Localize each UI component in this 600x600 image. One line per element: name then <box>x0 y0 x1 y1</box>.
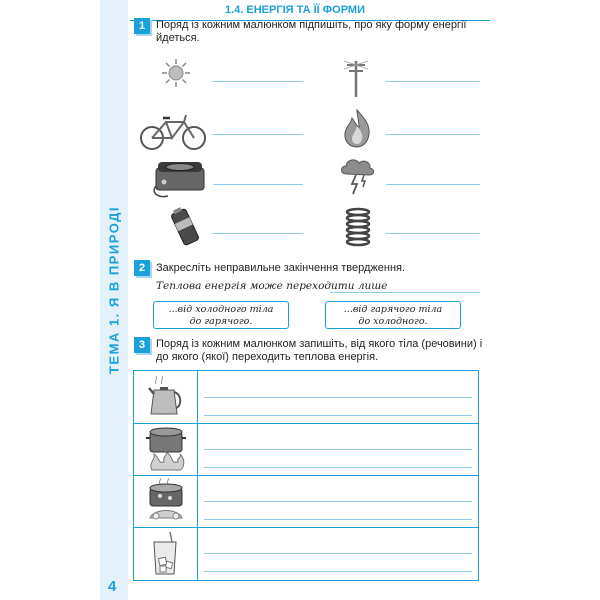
page-number: 4 <box>108 578 117 595</box>
bicycle-icon <box>138 112 208 152</box>
option-cold-to-hot[interactable] <box>153 301 289 329</box>
pot-on-stove-icon <box>142 478 190 524</box>
task1-number: 1 <box>134 18 150 34</box>
sun-icon <box>160 57 192 89</box>
option2-line1: ...від гарячого тіла <box>343 304 443 315</box>
task3-number: 3 <box>134 337 150 353</box>
option2-line2: до холодного. <box>358 316 428 327</box>
task2-statement: Теплова енергія може переходити лише <box>156 280 388 292</box>
page-title: 1.4. ЕНЕРГІЯ ТА ЇЇ ФОРМИ <box>225 4 365 16</box>
topic-title: ТЕМА 1. Я В ПРИРОДІ <box>106 205 122 375</box>
answer-line[interactable] <box>213 134 303 135</box>
task2-number: 2 <box>134 260 150 276</box>
answer-line[interactable] <box>386 134 480 135</box>
spring-icon <box>342 206 374 250</box>
table-row-divider <box>134 527 478 528</box>
option-hot-to-cold[interactable] <box>325 301 461 329</box>
answer-line[interactable] <box>204 501 472 502</box>
pot-on-fire-icon <box>142 426 190 472</box>
fire-icon <box>340 108 374 148</box>
glass-with-ice-icon <box>150 530 184 576</box>
answer-line[interactable] <box>213 184 303 185</box>
task1-text: Поряд із кожним малюнком підпишіть, про яку форму енергії йдеться. <box>156 19 467 44</box>
battery-icon <box>166 206 204 248</box>
answer-line[interactable] <box>386 184 480 185</box>
option1-line2: до гарячого. <box>189 316 253 327</box>
hotplate-icon <box>152 158 208 200</box>
answer-line[interactable] <box>204 449 472 450</box>
task3-text: Поряд із кожним малюнком запишіть, від якого тіла (речовини) і до якого (якої) переходить теплова енергія. <box>156 338 483 363</box>
task2-text: Закресліть неправильне закінчення твердження. <box>156 262 406 274</box>
answer-line[interactable] <box>204 467 472 468</box>
power-pole-icon <box>344 57 368 97</box>
answer-line[interactable] <box>204 553 472 554</box>
answer-line[interactable] <box>213 233 303 234</box>
header <box>0 4 600 16</box>
table-row-divider <box>134 423 478 424</box>
statement-line <box>330 292 480 293</box>
task3-table <box>133 370 479 581</box>
answer-line[interactable] <box>204 519 472 520</box>
answer-line[interactable] <box>386 81 480 82</box>
answer-line[interactable] <box>204 415 472 416</box>
answer-line[interactable] <box>204 397 472 398</box>
table-row-divider <box>134 475 478 476</box>
kettle-icon <box>148 376 184 418</box>
answer-line[interactable] <box>204 571 472 572</box>
storm-cloud-icon <box>338 156 376 196</box>
option1-line1: ...від холодного тіла <box>168 304 274 315</box>
answer-line[interactable] <box>386 233 480 234</box>
answer-line[interactable] <box>213 81 303 82</box>
